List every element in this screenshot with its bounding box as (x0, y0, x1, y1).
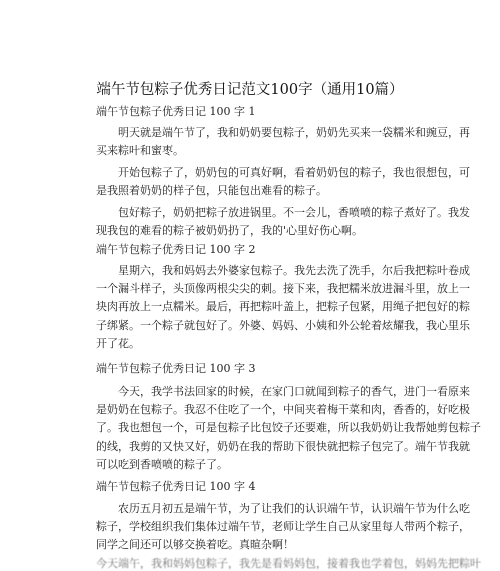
paragraph-line: 星期六，我和妈妈去外婆家包粽子。我先去洗了洗手，尔后我把粽叶卷成 (118, 264, 470, 277)
paragraph-line: 是奶奶在包粽子。我忍不住吃了一个，中间夹着梅干菜和肉，香香的，好吃极 (96, 403, 470, 417)
cutoff-text: 今天端午，我和妈妈包粽子，我先是看妈妈包，接着我也学着包，妈妈先把粽叶 (96, 557, 481, 570)
paragraph-line: 子绑紧。一个粽子就包好了。外婆、妈妈、小姨和外公轮着炫耀我，我心里乐 (96, 318, 470, 332)
paragraph (96, 204, 470, 240)
section-heading-4: 端午节包粽子优秀日记 100 字 4 (96, 480, 256, 493)
paragraph-line: 现我包的难看的粽子被奶奶扔了，我的'心里好伤心啊。 (96, 224, 364, 238)
paragraph (96, 383, 481, 474)
paragraph (96, 500, 470, 555)
paragraph-line: 同学之间还可以够交换着吃。真暄杂啊！ (96, 538, 294, 552)
paragraph-line: 买来粽叶和蜜枣。 (96, 144, 184, 158)
document-title: 端午节包粽子优秀日记范文100字（通用10篇） (96, 82, 404, 98)
paragraph-line: 了。我也想包一个，可是包粽子比包饺子还要难，所以我奶奶让我帮她剪包粽子 (96, 421, 481, 435)
section-heading-2: 端午节包粽子优秀日记 100 字 2 (96, 243, 256, 256)
section-heading-3: 端午节包粽子优秀日记 100 字 3 (96, 362, 256, 375)
paragraph-line: 明天就是端午节了，我和奶奶要包粽子，奶奶先买来一袋糯米和豌豆，再 (118, 126, 470, 139)
paragraph-line: 今天，我学书法回家的时候，在家门口就闻到粽子的香气，进门一看原来 (118, 385, 470, 398)
paragraph-line: 粽子，学校组织我们集体过端午节，老师让学生自己从家里每人带两个粽子， (96, 520, 470, 534)
paragraph-line: 的线，我剪的又快又好，奶奶在我的帮助下很快就把粽子包完了。端午节我就 (96, 439, 470, 453)
section-heading-1: 端午节包粽子优秀日记 100 字 1 (96, 105, 256, 118)
paragraph-line: 开始包粽子了，奶奶包的可真好啊，看着奶奶包的粽子，我也很想包，可 (118, 166, 470, 179)
paragraph (96, 124, 470, 160)
paragraph-line: 一个漏斗样子，头顶像两根尖尖的刺。接下来，我把糯米放进漏斗里，放上一 (96, 282, 470, 296)
paragraph (96, 262, 470, 353)
paragraph (96, 164, 470, 200)
paragraph-line: 包好粽子，奶奶把粽子放进锅里。不一会儿，香喷喷的粽子煮好了。我发 (118, 206, 470, 219)
paragraph-line: 农历五月初五是端午节，为了让我们的认识端午节，认识端午节为什么吃 (118, 502, 470, 515)
paragraph-line: 可以吃到香喷喷的粽子了。 (96, 457, 228, 471)
paragraph-line: 块肉再放上一点糯米。最后，再把粽叶盖上，把粽子包紧，用绳子把包好的粽 (96, 300, 470, 314)
paragraph-line: 开了花。 (96, 336, 140, 350)
paragraph-line: 是我照着奶奶的样子包，只能包出难看的粽子。 (96, 184, 327, 198)
